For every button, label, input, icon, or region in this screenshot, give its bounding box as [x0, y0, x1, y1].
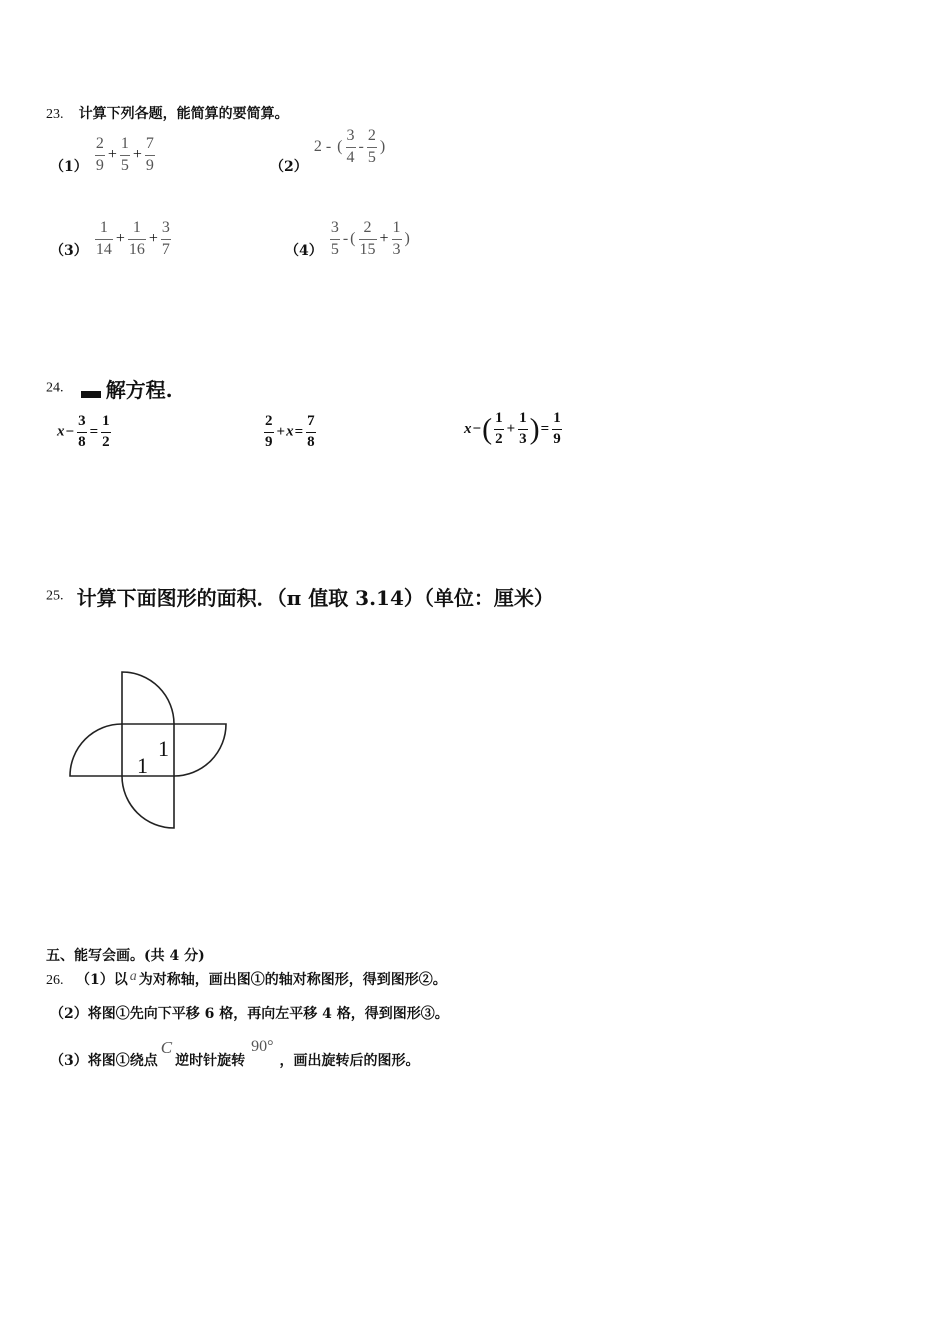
- q24-equation-2: $\frac{2}{9}$ +x= $\frac{7}{8}$: [265, 413, 315, 450]
- figure-top-quarter: [122, 672, 174, 724]
- q26-line-3: （3）将图①绕点C逆时针旋转90°，画出旋转后的图形。: [50, 1038, 420, 1069]
- fraction: $\frac{2}{9}$: [265, 413, 273, 450]
- fraction: $\frac{3}{8}$: [78, 413, 86, 450]
- fraction: $\frac{1}{14}$: [95, 219, 112, 258]
- fraction: $\frac{3}{7}$: [161, 219, 170, 258]
- q23-item-3-expr: $\frac{1}{14}$ + $\frac{1}{16}$ + $\frac{3}{7}$: [95, 219, 170, 258]
- fraction: $\frac{2}{15}$: [359, 219, 376, 258]
- q23-item-1: [50, 136, 157, 175]
- q23-title: 计算下列各题，能简算的要简算。: [78, 106, 289, 122]
- blank-mark: [81, 391, 101, 398]
- q25-heading: [46, 582, 554, 611]
- fraction: $\frac{3}{4}$: [346, 127, 355, 166]
- figure-bottom-quarter: [122, 776, 174, 828]
- q23-item-4-label: （4）: [285, 243, 323, 260]
- fraction: $\frac{1}{5}$: [120, 135, 129, 174]
- q26-number: 26.: [46, 973, 64, 988]
- q24-equation-1: x− $\frac{3}{8}$ = $\frac{1}{2}$: [57, 413, 110, 450]
- q23-item-1-label: （1）: [50, 159, 88, 176]
- q24-number: 24.: [46, 380, 64, 396]
- fraction: $\frac{3}{5}$: [330, 219, 339, 258]
- q23-item-3-label: （3）: [50, 243, 88, 260]
- q26-line-1: 26. （1）以 a 为对称轴，画出图①的轴对称图形，得到图形②。: [46, 969, 447, 988]
- axis-variable: a: [129, 969, 137, 984]
- q26-line-2: （2）将图①先向下平移 6 格，再向左平移 4 格，得到图形③。: [50, 1006, 449, 1022]
- fraction: $\frac{2}{5}$: [367, 127, 376, 166]
- fraction: $\frac{1}{3}$: [519, 410, 527, 447]
- q24-equation-3: x−( $\frac{1}{2}$ + $\frac{1}{3}$ )= $\frac{1}{9}$: [464, 410, 561, 447]
- q23-item-4: [285, 220, 411, 259]
- q25-number: 25.: [46, 588, 64, 604]
- q24-heading: [46, 374, 173, 403]
- pinwheel-figure: [60, 662, 240, 842]
- fraction: $\frac{1}{3}$: [392, 219, 401, 258]
- q23-item-2-label: （2）: [270, 159, 308, 176]
- fraction: $\frac{1}{2}$: [495, 410, 503, 447]
- fraction: $\frac{1}{9}$: [553, 410, 561, 447]
- fraction: $\frac{7}{8}$: [307, 413, 315, 450]
- figure-right-quarter: [174, 724, 226, 776]
- fraction: $\frac{1}{2}$: [102, 413, 110, 450]
- figure-label-right: 1: [158, 736, 169, 761]
- fraction: $\frac{2}{9}$: [95, 135, 104, 174]
- point-variable: C: [160, 1038, 173, 1057]
- figure-left-quarter: [70, 724, 122, 776]
- fraction: $\frac{7}{9}$: [145, 135, 154, 174]
- section5-heading: 五、能写会画。(共 4 分): [46, 948, 205, 964]
- q23-item-3: [50, 220, 173, 259]
- q23-item-1-expr: $\frac{2}{9}$ + $\frac{1}{5}$ + $\frac{7}{9}$: [95, 135, 154, 174]
- q23-item-2-expr: 2 - ( $\frac{3}{4}$ - $\frac{2}{5}$ ): [313, 127, 386, 166]
- q24-title: 解方程.: [105, 378, 173, 402]
- figure-label-bottom: 1: [137, 753, 148, 778]
- q23-heading: [46, 103, 289, 123]
- q25-title: 计算下面图形的面积．（π 值取 3.14）（单位：厘米）: [76, 586, 554, 610]
- rotation-angle: 90°: [251, 1038, 274, 1055]
- q23-item-2: [270, 127, 386, 176]
- q23-item-4-expr: $\frac{3}{5}$ - ( $\frac{2}{15}$ + $\frac{1}{3}$ ): [330, 219, 410, 258]
- fraction: $\frac{1}{16}$: [128, 219, 145, 258]
- q23-number: 23.: [46, 107, 64, 122]
